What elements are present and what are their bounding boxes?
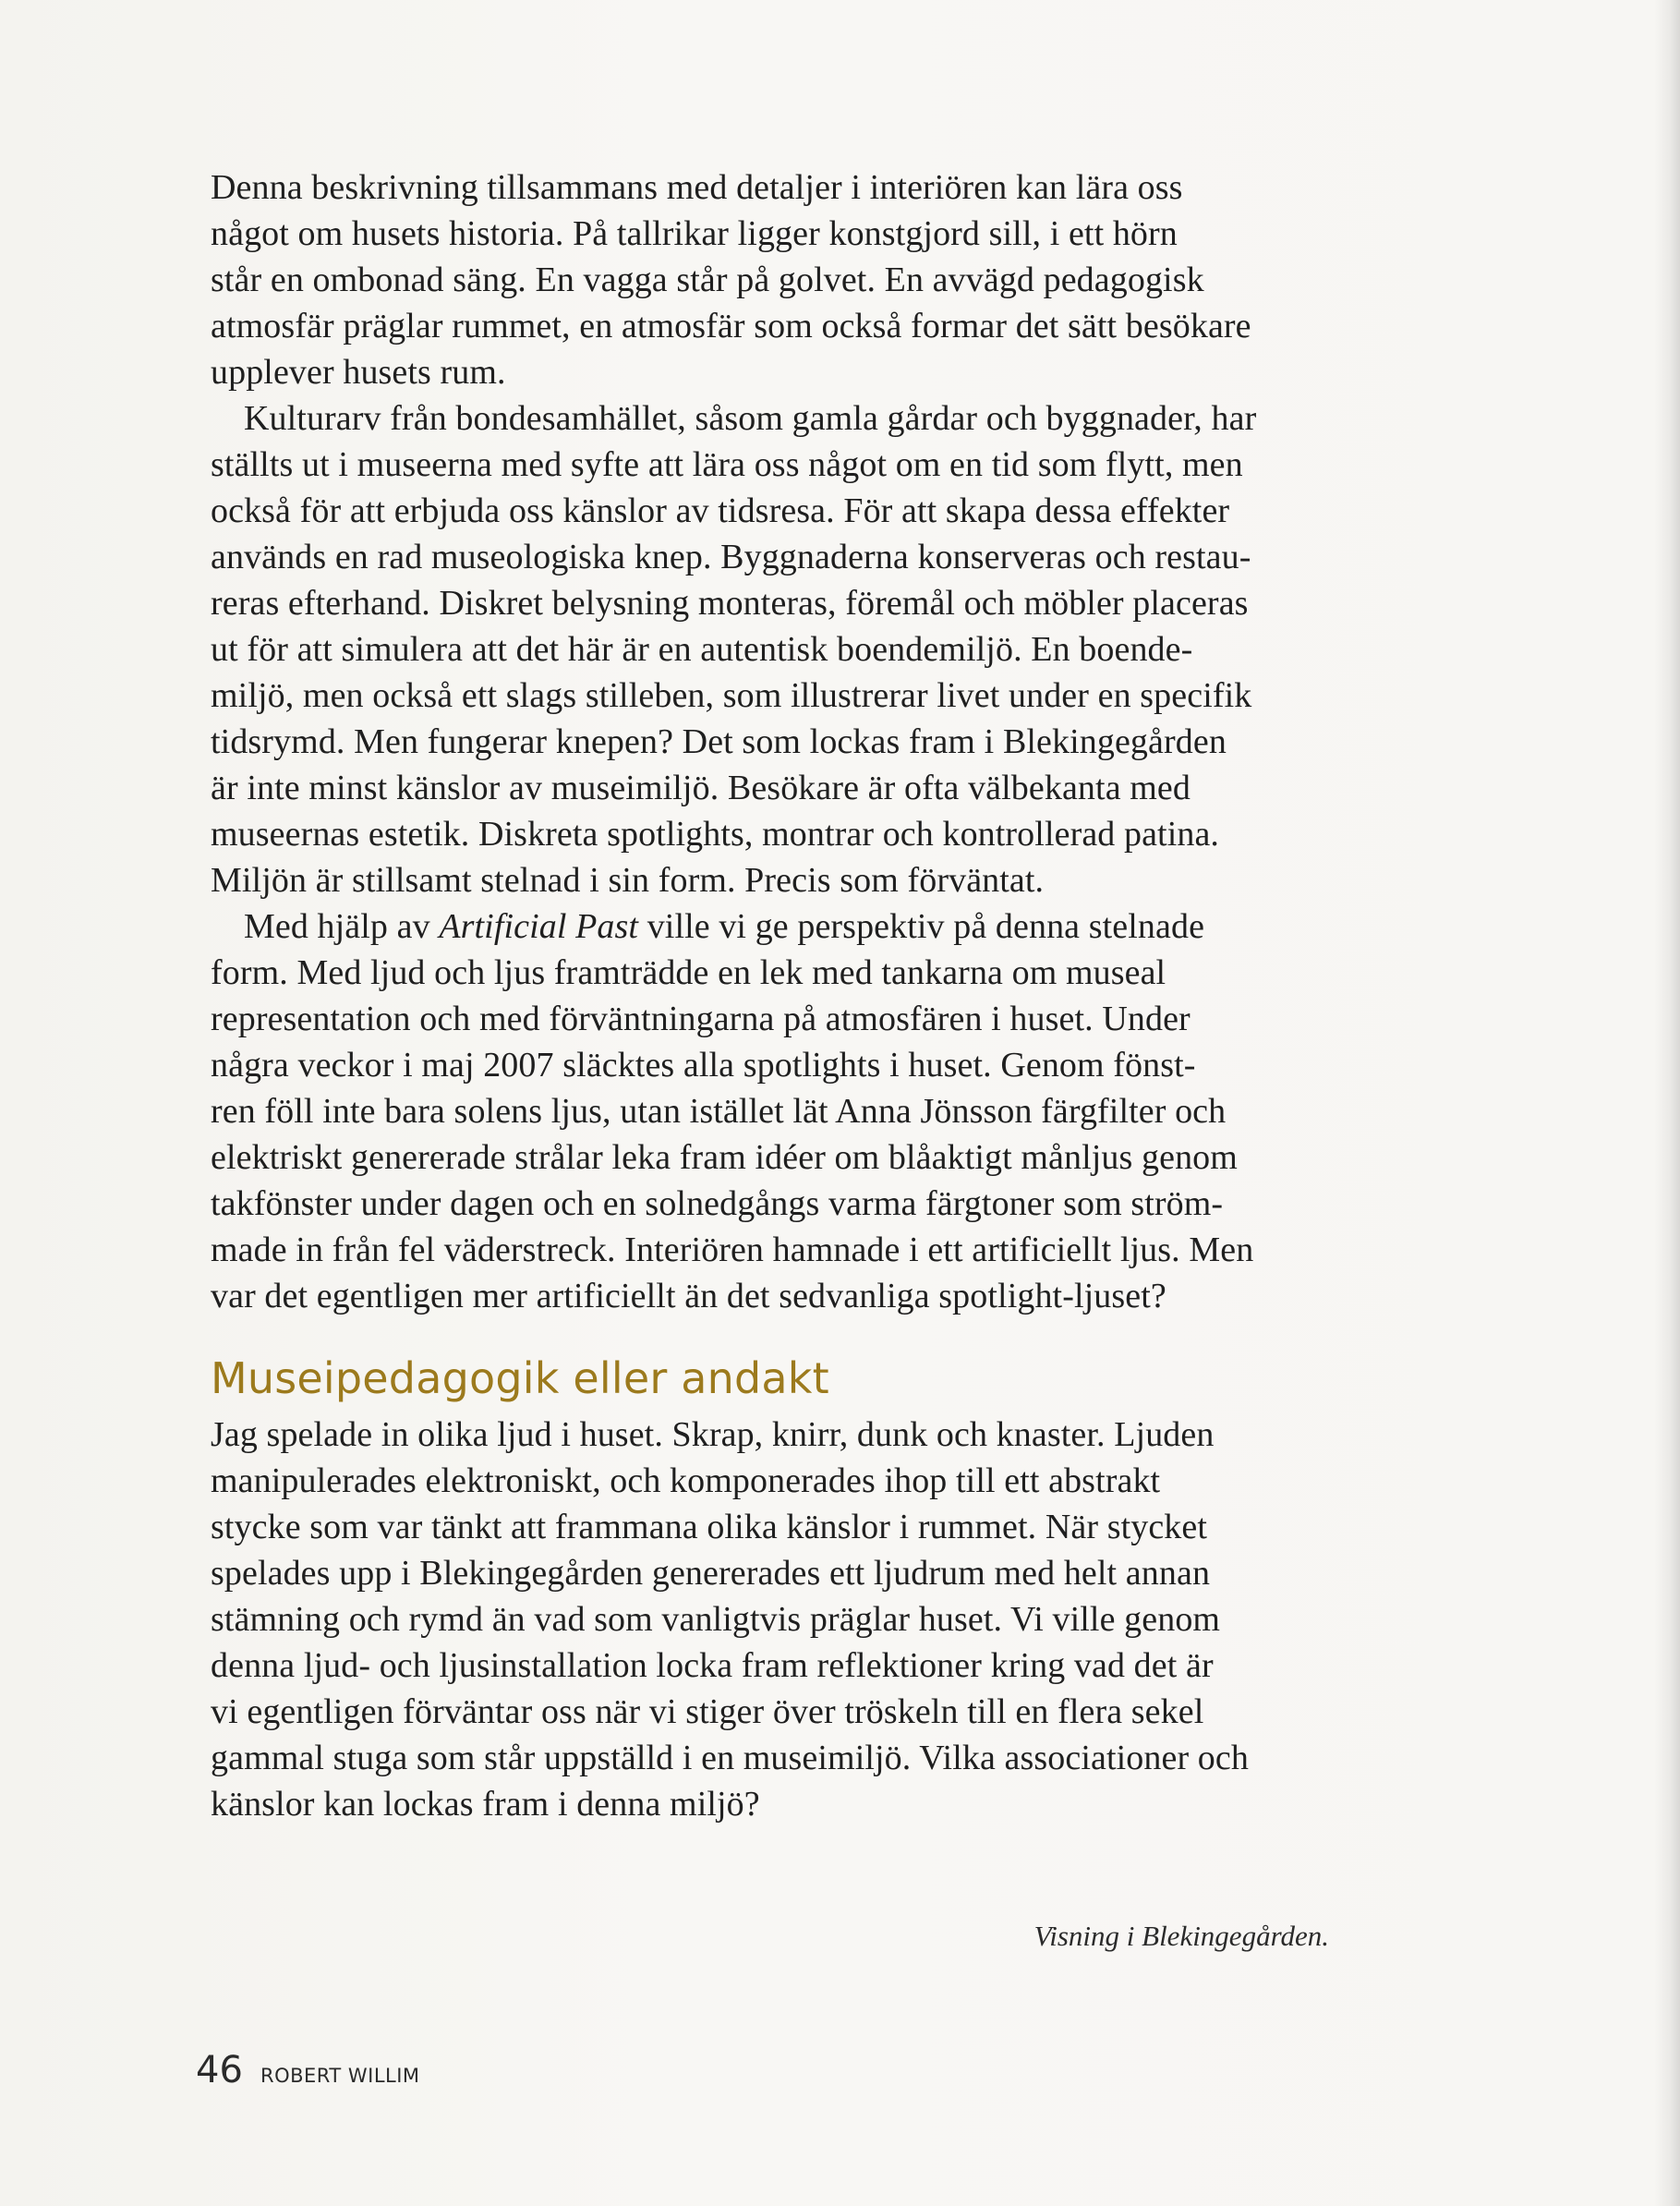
text-line: Kulturarv från bondesamhället, såsom gamla gårdar och byggnader, har bbox=[244, 399, 1257, 438]
text-line: upplever husets rum. bbox=[211, 353, 506, 392]
text-line: vi egentligen förväntar oss när vi stiger över tröskeln till en flera sekel bbox=[211, 1692, 1204, 1731]
paragraph-1 bbox=[211, 164, 1326, 395]
paragraph-4 bbox=[211, 1412, 1326, 1827]
text-line: ren föll inte bara solens ljus, utan istället lät Anna Jönsson färgfilter och bbox=[211, 1092, 1227, 1131]
text-line: stycke som var tänkt att frammana olika känslor i rummet. När stycket bbox=[211, 1508, 1208, 1546]
page-number: 46 bbox=[196, 2049, 243, 2091]
text-line: representation och med förväntningarna på atmosfären i huset. Under bbox=[211, 1000, 1191, 1038]
text-line: spelades upp i Blekingegården genererades ett ljudrum med helt annan bbox=[211, 1554, 1211, 1593]
text-line: atmosfär präglar rummet, en atmosfär som också formar det sätt besökare bbox=[211, 307, 1251, 345]
text-line: takfönster under dagen och en solnedgångs varma färgtoner som ström- bbox=[211, 1184, 1224, 1223]
text-line: tidsrymd. Men fungerar knepen? Det som lockas fram i Blekingegården bbox=[211, 722, 1227, 761]
page-edge-shadow bbox=[1654, 0, 1680, 2206]
text-line: var det egentligen mer artificiellt än det sedvanliga spotlight-ljuset? bbox=[211, 1277, 1166, 1315]
page-footer bbox=[196, 2049, 420, 2091]
text-line: några veckor i maj 2007 släcktes alla spotlights i huset. Genom fönst- bbox=[211, 1046, 1196, 1085]
text-line: något om husets historia. På tallrikar ligger konstgjord sill, i ett hörn bbox=[211, 214, 1178, 253]
body-text-column bbox=[211, 164, 1326, 1827]
text-line: manipulerades elektroniskt, och komponerades ihop till ett abstrakt bbox=[211, 1461, 1161, 1500]
text-line: stämning och rymd än vad som vanligtvis präglar huset. Vi ville genom bbox=[211, 1600, 1221, 1639]
text-line: elektriskt genererade strålar leka fram idéer om blåaktigt månljus genom bbox=[211, 1138, 1238, 1177]
text-line: museernas estetik. Diskreta spotlights, montrar och kontrollerad patina. bbox=[211, 815, 1220, 854]
text-line bbox=[211, 903, 1326, 950]
text-line: ut för att simulera att det här är en autentisk boendemiljö. En boende- bbox=[211, 630, 1193, 669]
work-title: Artificial Past bbox=[439, 907, 639, 946]
text-line: form. Med ljud och ljus framträdde en lek med tankarna om museal bbox=[211, 953, 1166, 992]
text-line: känslor kan lockas fram i denna miljö? bbox=[211, 1785, 760, 1824]
text-line: står en ombonad säng. En vagga står på golvet. En avvägd pedagogisk bbox=[211, 261, 1204, 299]
text-line: made in från fel väderstreck. Interiören hamnade i ett artificiellt ljus. Men bbox=[211, 1230, 1254, 1269]
text-line: Jag spelade in olika ljud i huset. Skrap, knirr, dunk och knaster. Ljuden bbox=[211, 1415, 1215, 1454]
text-line: denna ljud- och ljusinstallation locka fram reflektioner kring vad det är bbox=[211, 1646, 1214, 1685]
running-author: ROBERT WILLIM bbox=[260, 2065, 420, 2087]
text-line: miljö, men också ett slags stilleben, som illustrerar livet under en specifik bbox=[211, 676, 1252, 715]
text-line: Denna beskrivning tillsammans med detaljer i interiören kan lära oss bbox=[211, 168, 1183, 207]
text-line: används en rad museologiska knep. Byggnaderna konserveras och restau- bbox=[211, 538, 1251, 576]
paragraph-2 bbox=[211, 395, 1326, 903]
text-line: Miljön är stillsamt stelnad i sin form. Precis som förväntat. bbox=[211, 861, 1045, 900]
text-line: gammal stuga som står uppställd i en museimiljö. Vilka associationer och bbox=[211, 1739, 1249, 1777]
paragraph-3 bbox=[211, 903, 1326, 1319]
text-line: ställts ut i museerna med syfte att lära oss något om en tid som flytt, men bbox=[211, 445, 1243, 484]
image-caption: Visning i Blekingegården. bbox=[1033, 1920, 1329, 1952]
text-line: också för att erbjuda oss känslor av tidsresa. För att skapa dessa effekter bbox=[211, 491, 1230, 530]
section-heading: Museipedagogik eller andakt bbox=[211, 1353, 829, 1403]
text-line: reras efterhand. Diskret belysning monteras, föremål och möbler placeras bbox=[211, 584, 1249, 623]
text-line: är inte minst känslor av museimiljö. Besökare är ofta välbekanta med bbox=[211, 769, 1191, 807]
text-fragment: Med hjälp av bbox=[244, 907, 440, 946]
text-fragment: ville vi ge perspektiv på denna stelnade bbox=[638, 907, 1205, 946]
